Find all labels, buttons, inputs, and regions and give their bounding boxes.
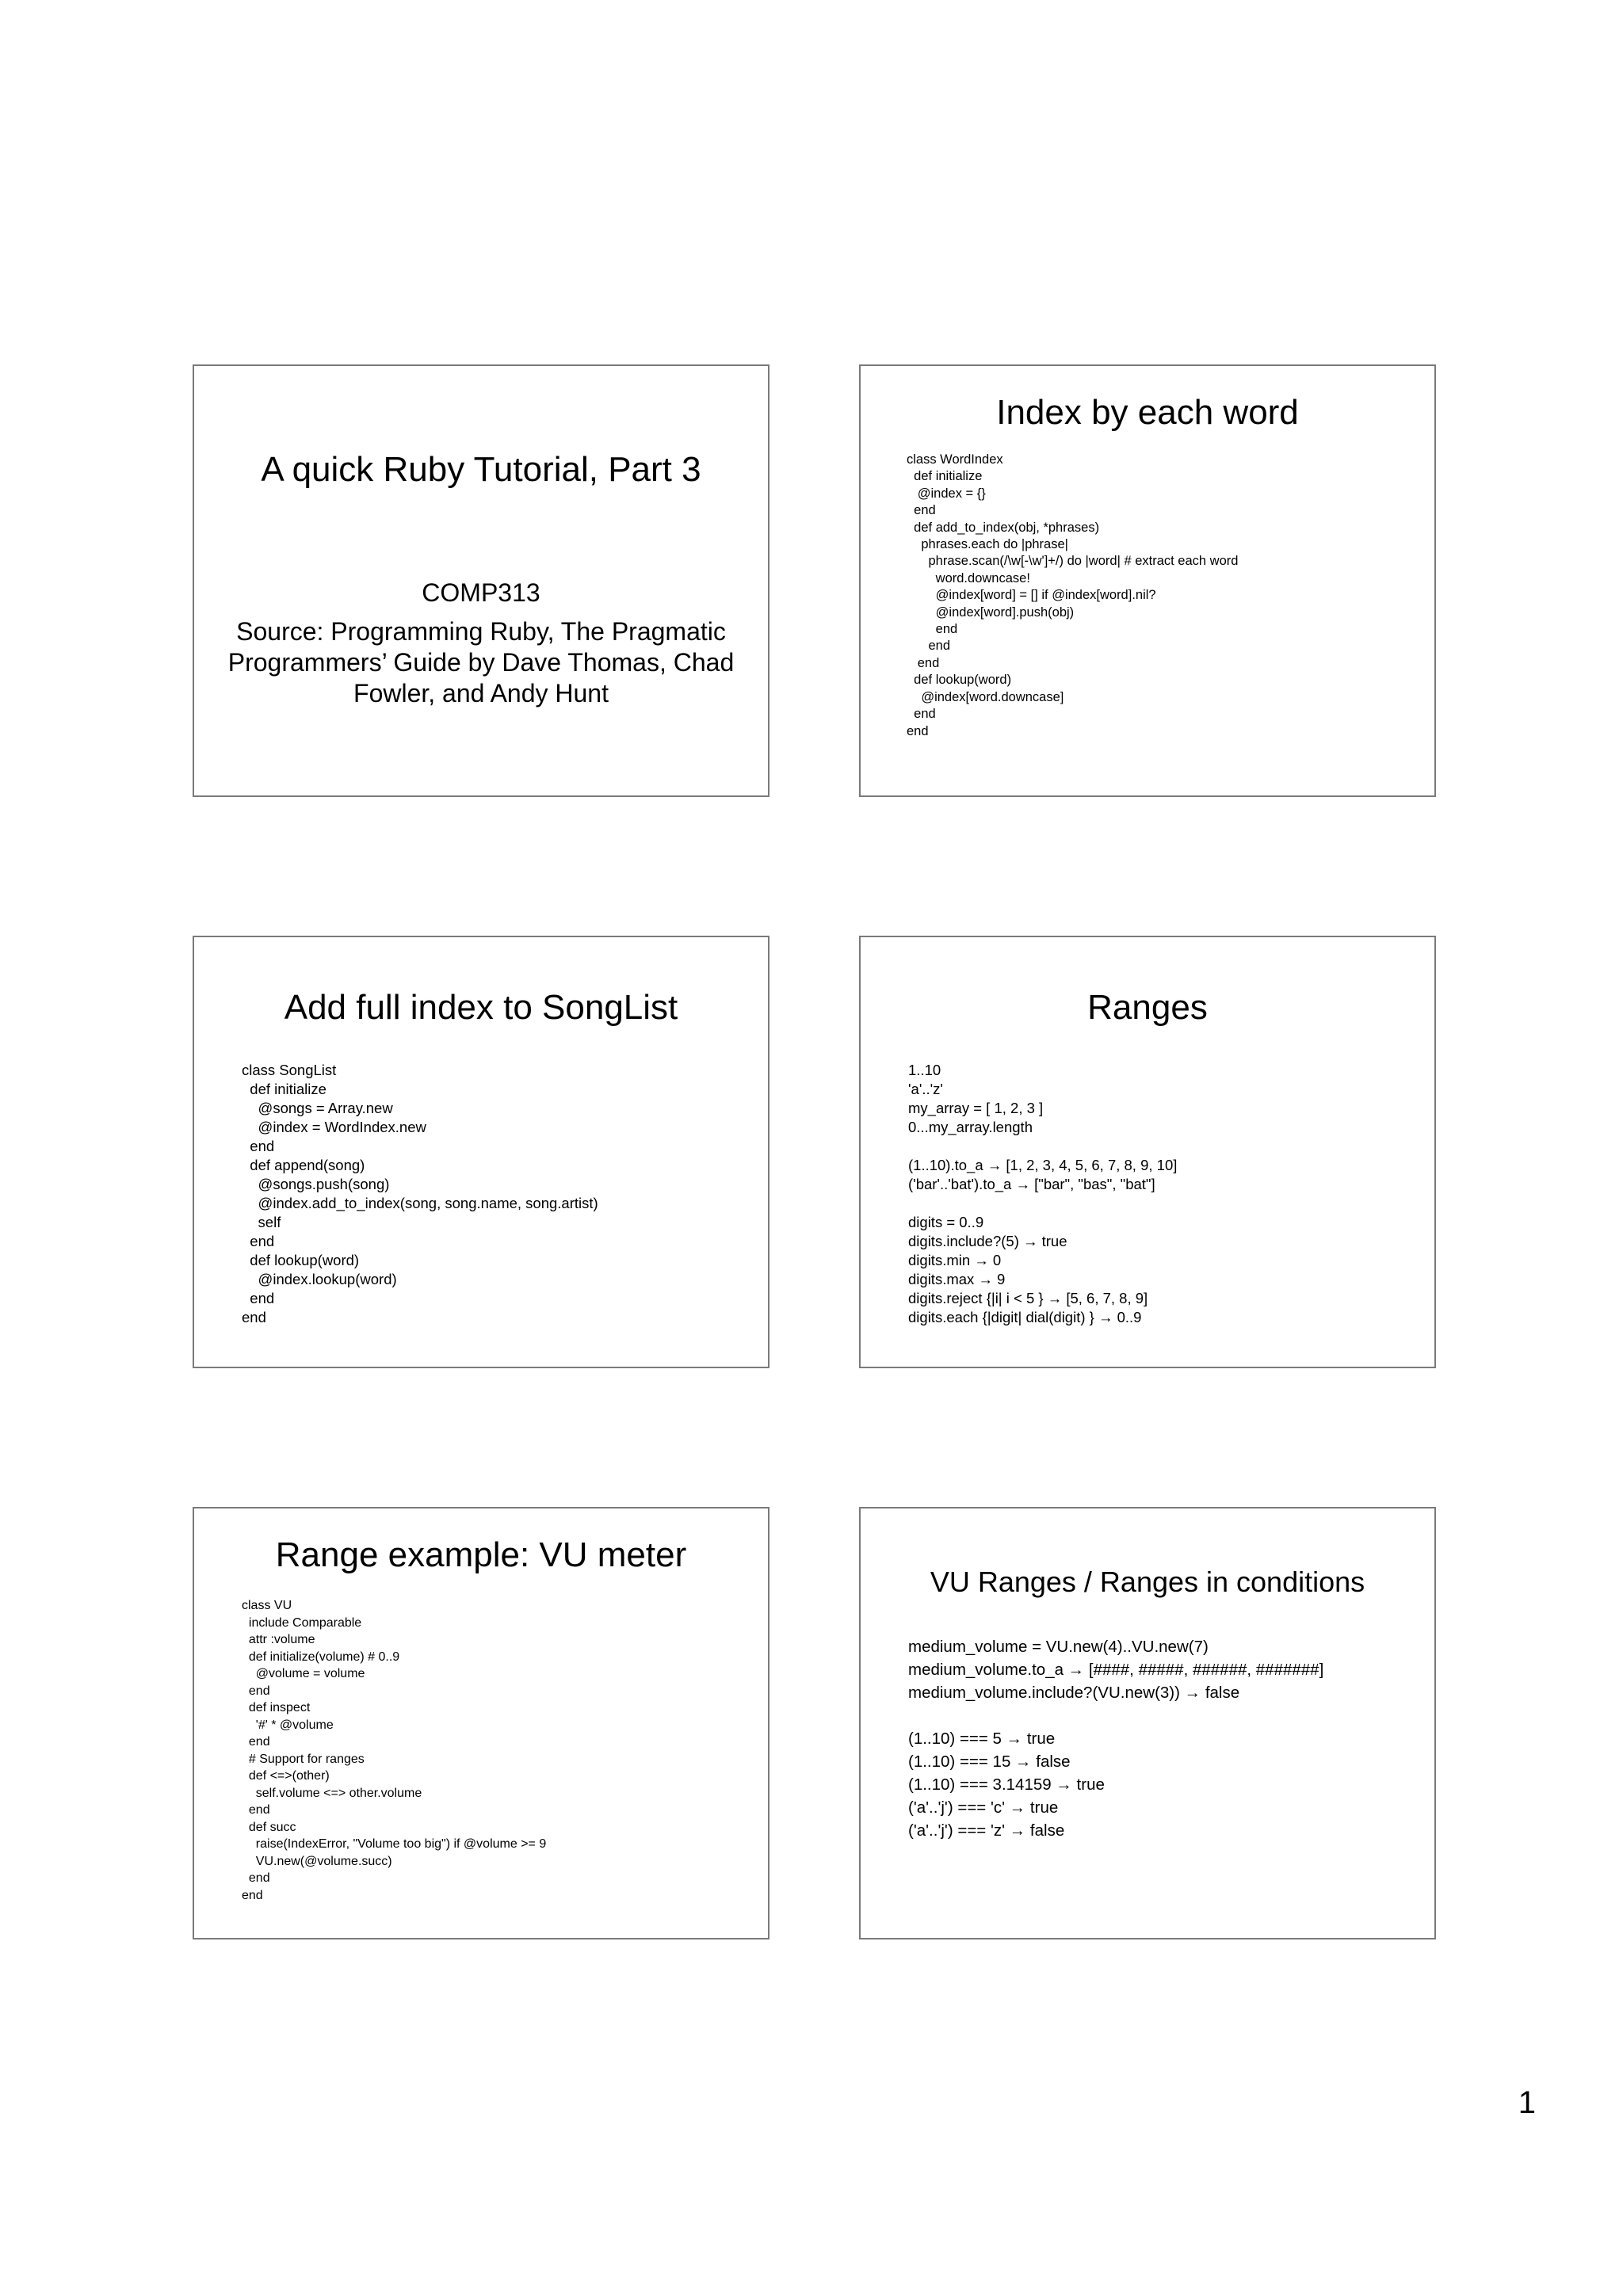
code-block: 1..10 'a'..'z' my_array = [ 1, 2, 3 ] 0...my_array.length (1..10).to_a → [1, 2, 3, 4, 5, 6, 7, 8, 9, 10] ('bar'..'bat').to_a → ["bar", "bas", "bat"] digits = 0..9 digits.include?(5) → true digits.min → 0 digits.max → 9 digits.reject {|i| i < 5 } → [5, 6, 7, 8, 9] digits.each {|digit| dial(digit) } → 0..9	[908, 1062, 1178, 1325]
code-block: class VU include Comparable attr :volume def initialize(volume) # 0..9 @volume = volume end def inspect '#' * @volume end # Support for ranges def <=>(other) self.volume <=> other.volume end def succ raise(IndexError, "Volume too big") if @volume >= 9 VU.new(@volume.succ) end end	[242, 1599, 547, 1902]
course-code: COMP313	[422, 578, 540, 607]
slide-heading: Index by each word	[996, 393, 1299, 432]
slide-index-by-word	[859, 364, 1436, 797]
code-block: class WordIndex def initialize @index = {} end def add_to_index(obj, *phrases) phrases.each do |phrase| phrase.scan(/\w[-\w']+/) do |word| # extract each word word.downcase! @index[word] = [] if @index[word].nil? @index[word].push(obj) end end end def lookup(word) @index[word.downcase] end end	[907, 452, 1239, 738]
slide-heading: Range example: VU meter	[275, 1535, 687, 1574]
code-block: medium_volume = VU.new(4)..VU.new(7) medium_volume.to_a → [####, #####, ######, #######] medium_volume.include?(VU.new(3)) → false (1..10) === 5 → true (1..10) === 15 → false (1..10) === 3.14159 → true ('a'..'j') === 'c' → true ('a'..'j') === 'z' → false	[908, 1638, 1324, 1840]
slide-vu-meter	[193, 1507, 769, 1939]
slide-heading: A quick Ruby Tutorial, Part 3	[261, 450, 701, 489]
page-number: 1	[1518, 2085, 1536, 2120]
slide-vu-ranges	[859, 1507, 1436, 1939]
code-block: class SongList def initialize @songs = Array.new @index = WordIndex.new end def append(song) @songs.push(song) @index.add_to_index(song, song.name, song.artist) self end def lookup(word) @index.lookup(word) end end	[242, 1062, 598, 1325]
slide-ranges	[859, 936, 1436, 1368]
slide-songlist-index	[193, 936, 769, 1368]
slide-heading: VU Ranges / Ranges in conditions	[930, 1566, 1365, 1598]
slide-title	[193, 364, 769, 797]
slide-heading: Ranges	[1087, 988, 1208, 1027]
slide-heading: Add full index to SongList	[284, 988, 678, 1027]
source-citation: Source: Programming Ruby, The Pragmatic Programmers’ Guide by Dave Thomas, Chad Fowler, and Andy Hunt	[227, 617, 735, 707]
